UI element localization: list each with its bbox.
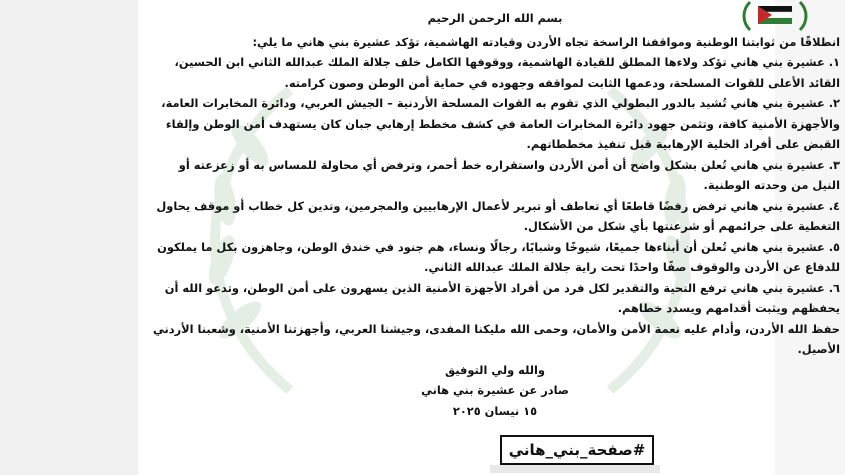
basmala-heading: بسم الله الرحمن الرحيم <box>427 11 563 25</box>
intro-paragraph: انطلاقًا من ثوابتنا الوطنية ومواقفنا الراسخة تجاه الأردن وقيادته الهاشمية، تؤكد عشيرة بني هاني ما يلي: <box>252 34 840 49</box>
page-hashtag-badge: #صفحة_بني_هاني <box>500 435 654 465</box>
closing-prayer: حفظ الله الأردن، وأدام عليه نعمة الأمن والأمان، وحمى الله مليكنا المفدى، وجيشنا العربي، وأجهزتنا الأمنية، وشعبنا الأردني الأصيل. <box>152 321 840 356</box>
source-url-strip <box>490 465 660 473</box>
statement-item-1: ١. عشيرة بني هاني تؤكد ولاءها المطلق للقيادة الهاشمية، ووقوفها الكامل خلف جلالة الملك عبدالله الثاني ابن الحسين، القائد الأعلى للقوات المسلحة، ودعمها الثابت لمواقفه وجهوده في حماية أمن الوطن وصون كرامته. <box>174 55 840 90</box>
left-margin-band <box>0 0 138 475</box>
statement-item-4: ٤. عشيرة بني هاني ترفض رفضًا قاطعًا أي تعاطف أو تبرير لأعمال الإرهابيين والمجرمين، وتدين كل خطاب أو موقف يحاول التغطية على جرائمهم أو شرعنتها بأي شكل من الأشكال. <box>156 198 840 233</box>
statement-item-3: ٣. عشيرة بني هاني تُعلن بشكل واضح أن أمن الأردن واستقراره خط أحمر، وترفض أي محاولة للمساس به أو زعزعته أو النيل من وحدته الوطنية. <box>178 157 840 192</box>
statement-item-2: ٢. عشيرة بني هاني تُشيد بالدور البطولي الذي تقوم به القوات المسلحة الأردنية – الجيش العربي، ودائرة المخابرات العامة، والأجهزة الأمنية كافة، وتثمن جهود دائرة المخابرات العامة في كشف مخطط إرهابي جبان كان يستهدف أمن الوطن وإلقاء القبض على أفراد الخلية الإرهابية قبل تنفيذ مخططاتهم. <box>161 96 840 151</box>
statement-body <box>150 8 840 473</box>
date-line: ١٥ نيسان ٢٠٢٥ <box>452 403 538 418</box>
sign-off-line: والله ولي التوفيق <box>445 362 545 377</box>
statement-item-5: ٥. عشيرة بني هاني تُعلن أن أبناءها جميعًا، شيوخًا وشبابًا، رجالًا ونساء، هم جنود في خندق الوطن، وجاهزون بكل ما يملكون للدفاع عن الأردن والوقوف صفًا واحدًا تحت راية جلالة الملك عبدالله الثاني. <box>157 239 840 274</box>
statement-item-6: ٦. عشيرة بني هاني ترفع التحية والتقدير لكل فرد من أفراد الأجهزة الأمنية الذين يسهرون على أمن الوطن، وتدعو الله أن يحفظهم ويثبت أقدامهم ويسدد خطاهم. <box>164 280 840 315</box>
issuer-line: صادر عن عشيرة بني هاني <box>421 383 569 397</box>
